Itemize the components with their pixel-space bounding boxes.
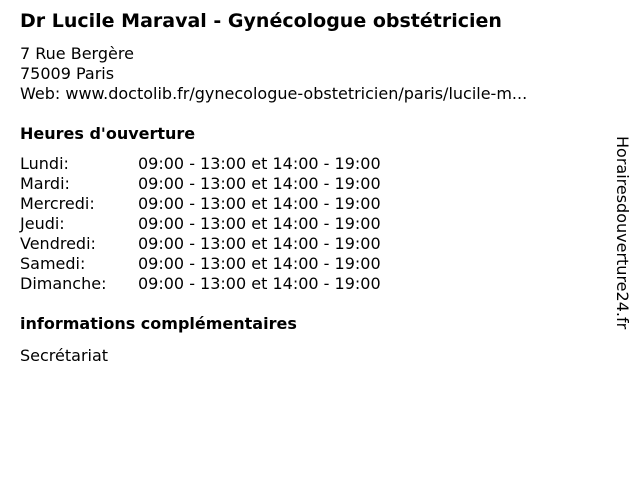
- hours-time: 09:00 - 13:00 et 14:00 - 19:00: [138, 274, 381, 293]
- hours-row-mercredi: [20, 194, 381, 214]
- hours-row-mardi: [20, 174, 381, 194]
- hours-day: Vendredi:: [20, 234, 96, 253]
- hours-day: Jeudi:: [20, 214, 65, 233]
- hours-time: 09:00 - 13:00 et 14:00 - 19:00: [138, 254, 381, 273]
- address-city: 75009 Paris: [20, 64, 115, 83]
- hours-time: 09:00 - 13:00 et 14:00 - 19:00: [138, 234, 381, 253]
- side-brand-watermark: Horairesdouverture24.fr: [613, 136, 632, 330]
- additional-info-text: Secrétariat: [20, 346, 109, 365]
- hours-row-jeudi: [20, 214, 381, 234]
- opening-hours-heading: Heures d'ouverture: [20, 124, 196, 143]
- hours-row-samedi: [20, 254, 381, 274]
- hours-row-lundi: [20, 154, 381, 174]
- hours-row-vendredi: [20, 234, 381, 254]
- hours-time: 09:00 - 13:00 et 14:00 - 19:00: [138, 214, 381, 233]
- hours-time: 09:00 - 13:00 et 14:00 - 19:00: [138, 174, 381, 193]
- hours-time: 09:00 - 13:00 et 14:00 - 19:00: [138, 154, 381, 173]
- additional-info-heading: informations complémentaires: [20, 314, 297, 333]
- website-link[interactable]: Web: www.doctolib.fr/gynecologue-obstetricien/paris/lucile-m...: [20, 84, 528, 103]
- opening-hours-table: [20, 154, 381, 294]
- hours-day: Lundi:: [20, 154, 69, 173]
- hours-day: Samedi:: [20, 254, 86, 273]
- address-block: [20, 44, 527, 104]
- address-street: 7 Rue Bergère: [20, 44, 134, 63]
- page-title: Dr Lucile Maraval - Gynécologue obstétricien: [20, 10, 502, 32]
- hours-day: Mardi:: [20, 174, 70, 193]
- hours-time: 09:00 - 13:00 et 14:00 - 19:00: [138, 194, 381, 213]
- hours-day: Dimanche:: [20, 274, 107, 293]
- hours-row-dimanche: [20, 274, 381, 294]
- hours-day: Mercredi:: [20, 194, 95, 213]
